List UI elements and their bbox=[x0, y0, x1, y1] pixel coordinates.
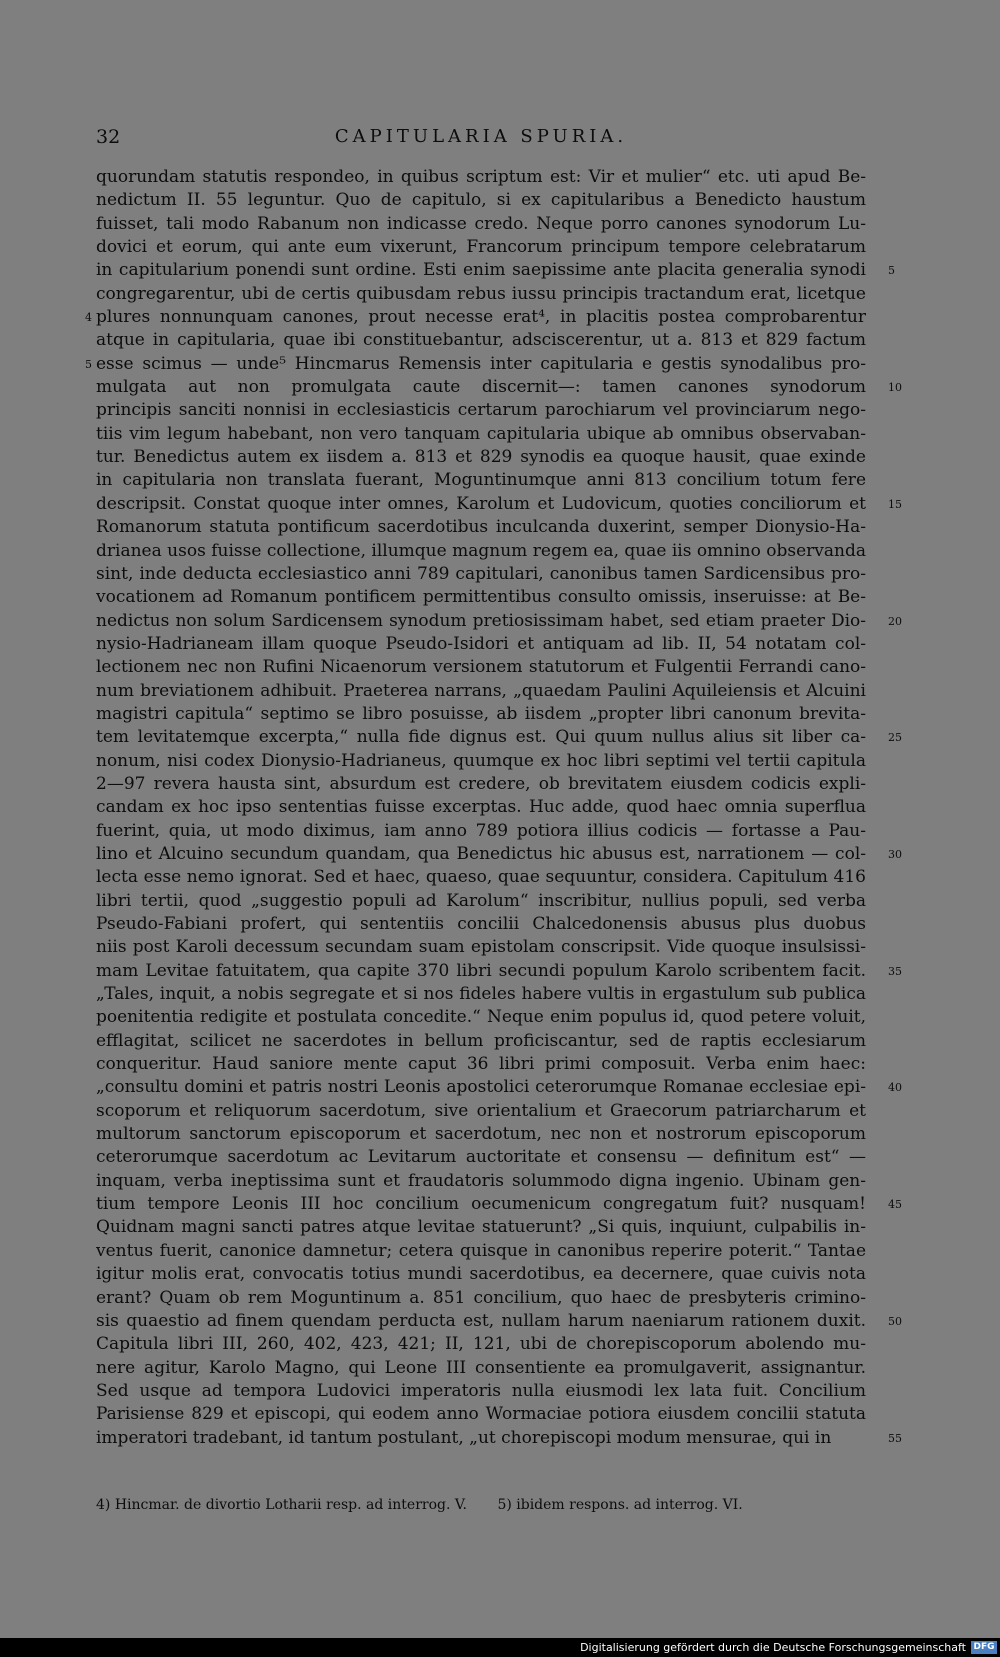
text-line bbox=[96, 866, 886, 889]
text-line bbox=[96, 610, 902, 633]
text-line bbox=[96, 283, 886, 306]
line-text: lectionem nec non Rufini Nicaenorum versionem statutorum et Fulgentii Ferrandi cano- bbox=[96, 657, 866, 678]
text-line bbox=[96, 750, 886, 773]
line-text: esse scimus — unde⁵ Hincmarus Remensis inter capitularia e gestis synodalibus pro- bbox=[96, 353, 866, 374]
text-line bbox=[96, 376, 902, 399]
line-text: libri tertii, quod „suggestio populi ad Karolum“ inscribitur, nullius populi, sed verba bbox=[96, 890, 866, 911]
line-text: quorundam statutis respondeo, in quibus scriptum est: Vir et mulier“ etc. uti apud Be- bbox=[96, 167, 866, 187]
line-number: 10 bbox=[888, 381, 902, 395]
text-line bbox=[96, 890, 886, 913]
line-text: multorum sanctorum episcoporum et sacerdotum, nec non et nostrorum episcoporum bbox=[96, 1124, 866, 1145]
text-line bbox=[96, 423, 886, 446]
text-line bbox=[96, 1053, 886, 1076]
running-title: CAPITULARIA SPURIA. bbox=[334, 126, 628, 147]
line-text: lecta esse nemo ignorat. Sed et haec, quaeso, quae sequuntur, considera. Capitulum 416 bbox=[96, 867, 866, 888]
text-line bbox=[96, 1380, 886, 1403]
footnote-marker: 4 bbox=[85, 311, 92, 325]
text-line bbox=[96, 469, 886, 492]
text-line bbox=[96, 633, 886, 656]
line-text: in capitularium ponendi sunt ordine. Esti enim saepissime ante placita generalia synodi bbox=[96, 260, 866, 281]
text-line bbox=[96, 1100, 886, 1123]
line-text: Sed usque ad tempora Ludovici imperatoris nulla eiusmodi lex lata fuit. Concilium bbox=[96, 1380, 866, 1401]
text-line bbox=[96, 1076, 902, 1099]
line-text: scoporum et reliquorum sacerdotum, sive orientalium et Graecorum patriarcharum et bbox=[96, 1100, 866, 1121]
text-line bbox=[96, 1263, 886, 1286]
line-text: 2—97 revera hausta sint, absurdum est credere, ob brevitatem eiusdem codicis expli- bbox=[96, 773, 866, 794]
line-number: 20 bbox=[888, 614, 902, 628]
text-line bbox=[96, 843, 902, 866]
line-number: 45 bbox=[888, 1198, 902, 1212]
text-line bbox=[96, 189, 886, 212]
line-text: dovici et eorum, qui ante eum vixerunt, Francorum principum tempore celebratarum bbox=[96, 237, 866, 258]
line-number: 40 bbox=[888, 1081, 902, 1095]
line-text: fuerint, quia, ut modo diximus, iam anno 789 potiora illius codicis — fortasse a Pau- bbox=[96, 820, 866, 841]
text-line bbox=[96, 516, 886, 539]
line-text: Parisiense 829 et episcopi, qui eodem anno Wormaciae potiora eiusdem concilii statuta bbox=[96, 1404, 866, 1425]
line-text: candam ex hoc ipso sententias fuisse excerptas. Huc adde, quod haec omnia superflua bbox=[96, 797, 866, 818]
line-text: magistri capitula“ septimo se libro posuisse, ab iisdem „propter libri canonum brevita- bbox=[96, 703, 866, 724]
text-line bbox=[96, 1240, 886, 1263]
text-line bbox=[96, 1427, 902, 1450]
line-text: vocationem ad Romanum pontificem permittentibus consulto omissis, inseruisse: at Be- bbox=[96, 587, 866, 608]
text-line bbox=[96, 1403, 886, 1426]
line-text: Romanorum statuta pontificum sacerdotibus inculcanda duxerint, semper Dionysio-Ha- bbox=[96, 517, 866, 538]
line-text: nysio-Hadrianeam illam quoque Pseudo-Isidori et antiquam ad lib. II, 54 notatam col- bbox=[96, 633, 866, 654]
line-text: Quidnam magni sancti patres atque levitae statuerunt? „Si quis, inquiunt, culpabilis in- bbox=[96, 1217, 866, 1238]
line-number: 25 bbox=[888, 731, 902, 745]
line-text: „Tales, inquit, a nobis segregate et si nos fideles habere vultis in ergastulum sub publica bbox=[96, 984, 866, 1005]
line-text: nedictum II. 55 leguntur. Quo de capitulo, si ex capitularibus a Benedicto haustum bbox=[96, 190, 866, 211]
line-text: tium tempore Leonis III hoc concilium oecumenicum congregatum fuit? nusquam! bbox=[96, 1194, 866, 1215]
footnote-4: 4) Hincmar. de divortio Lotharii resp. ad interrog. V. bbox=[96, 1497, 467, 1513]
text-line bbox=[96, 399, 886, 422]
line-text: tur. Benedictus autem ex iisdem a. 813 et 829 synodis ea quoque hausit, quae exinde bbox=[96, 447, 866, 468]
line-text: fuisset, tali modo Rabanum non indicasse credo. Neque porro canones synodorum Lu- bbox=[96, 213, 866, 234]
line-text: efflagitat, scilicet ne sacerdotes in bellum proficiscantur, sed de raptis ecclesiarum bbox=[96, 1030, 866, 1051]
line-text: nonum, nisi codex Dionysio-Hadrianeus, quumque ex hoc libri septimi vel tertii capitula bbox=[96, 750, 866, 771]
text-line bbox=[96, 913, 886, 936]
line-text: imperatori tradebant, id tantum postulant, „ut chorepiscopi modum mensurae, qui in bbox=[96, 1427, 832, 1448]
text-line bbox=[96, 726, 902, 749]
line-text: sis quaestio ad finem quendam perducta est, nullam harum naeniarum rationem duxit. bbox=[96, 1310, 866, 1331]
line-text: ceterorumque sacerdotum ac Levitarum auctoritate et consensu — definitum est“ — bbox=[96, 1147, 866, 1168]
line-text: Capitula libri III, 260, 402, 423, 421; II, 121, ubi de chorepiscoporum abolendo mu- bbox=[96, 1334, 866, 1355]
text-line bbox=[96, 1193, 902, 1216]
text-line bbox=[96, 820, 886, 843]
line-text: mulgata aut non promulgata caute discernit—: tamen canones synodorum bbox=[96, 377, 866, 398]
line-text: tiis vim legum habebant, non vero tanquam capitularia ubique ab omnibus observaban- bbox=[96, 423, 866, 444]
text-line bbox=[96, 329, 886, 352]
text-line bbox=[96, 1030, 886, 1053]
line-text: niis post Karoli decessum secundam suam epistolam conscripsit. Vide quoque insulsissi- bbox=[96, 937, 866, 958]
line-text: descripsit. Constat quoque inter omnes, Karolum et Ludovicum, quoties conciliorum et bbox=[96, 493, 866, 514]
text-line bbox=[96, 703, 886, 726]
line-number: 55 bbox=[888, 1431, 902, 1445]
text-line bbox=[96, 773, 886, 796]
text-line bbox=[96, 656, 886, 679]
line-text: nere agitur, Karolo Magno, qui Leone III consentiente ea promulgaverit, assignantur. bbox=[96, 1357, 866, 1378]
line-text: sint, inde deducta ecclesiastico anni 789 capitulari, canonibus tamen Sardicensibus pro- bbox=[96, 563, 866, 584]
line-text: conqueritur. Haud saniore mente caput 36 libri primi composuit. Verba enim haec: bbox=[96, 1054, 866, 1075]
dfg-logo: DFG bbox=[971, 1641, 997, 1654]
text-line bbox=[96, 1146, 886, 1169]
text-line bbox=[96, 586, 886, 609]
line-text: nedictus non solum Sardicensem synodum pretiosissimam habet, sed etiam praeter Dio- bbox=[96, 610, 866, 631]
text-line bbox=[96, 493, 902, 516]
line-number: 15 bbox=[888, 497, 902, 511]
line-text: igitur molis erat, convocatis totius mundi sacerdotibus, ea decernere, quae cuivis nota bbox=[96, 1264, 866, 1285]
text-line bbox=[96, 1170, 886, 1193]
text-line bbox=[96, 960, 902, 983]
line-text: „consultu domini et patris nostri Leonis apostolici ceterorumque Romanae ecclesiae epi- bbox=[96, 1077, 866, 1098]
text-line bbox=[85, 353, 886, 376]
text-line bbox=[96, 796, 886, 819]
text-line bbox=[96, 1006, 886, 1029]
text-line bbox=[96, 1333, 886, 1356]
line-text: plures nonnunquam canones, prout necesse erat⁴, in placitis postea comprobarentur bbox=[96, 307, 866, 328]
line-number: 35 bbox=[888, 964, 902, 978]
line-text: poenitentia redigite et postulata concedite.“ Neque enim populus id, quod petere voluit, bbox=[96, 1007, 866, 1028]
line-text: erant? Quam ob rem Moguntinum a. 851 concilium, quo haec de presbyteris crimino- bbox=[96, 1287, 866, 1308]
text-line bbox=[96, 446, 886, 469]
body-text bbox=[85, 166, 902, 1450]
credit-bar bbox=[0, 1638, 1000, 1657]
credit-text: Digitalisierung gefördert durch die Deutsche Forschungsgemeinschaft bbox=[580, 1641, 966, 1654]
footnote-marker: 5 bbox=[85, 357, 92, 371]
line-number: 30 bbox=[888, 847, 902, 861]
text-line bbox=[96, 1216, 886, 1239]
line-text: mam Levitae fatuitatem, qua capite 370 libri secundi populum Karolo scribentem facit. bbox=[96, 960, 866, 981]
line-text: principis sanciti nonnisi in ecclesiasticis certarum parochiarum vel provinciarum nego- bbox=[96, 400, 866, 421]
text-line bbox=[96, 1357, 886, 1380]
line-text: drianea usos fuisse collectione, illumque magnum regem ea, quae iis omnino observanda bbox=[96, 540, 866, 561]
footnotes bbox=[96, 1497, 866, 1513]
text-line bbox=[85, 306, 886, 329]
line-text: Pseudo-Fabiani profert, qui sententiis concilii Chalcedonensis abusus plus duobus bbox=[96, 914, 866, 934]
line-text: in capitularia non translata fuerant, Moguntinumque anni 813 concilium totum fere bbox=[96, 470, 866, 491]
footnote-5: 5) ibidem respons. ad interrog. VI. bbox=[497, 1497, 743, 1513]
line-text: tem levitatemque excerpta,“ nulla fide dignus est. Qui quum nullus alius sit liber ca- bbox=[96, 727, 866, 748]
text-line bbox=[96, 1310, 902, 1333]
page-number: 32 bbox=[96, 126, 121, 148]
text-line bbox=[96, 983, 886, 1006]
text-line bbox=[96, 166, 886, 189]
line-text: lino et Alcuino secundum quandam, qua Benedictus hic abusus est, narrationem — col- bbox=[96, 843, 866, 864]
line-text: ventus fuerit, canonice damnetur; cetera quisque in canonibus reperire poterit.“ Tantae bbox=[96, 1240, 866, 1261]
text-line bbox=[96, 936, 886, 959]
line-text: congregarentur, ubi de certis quibusdam rebus iussu principis tractandum erat, licetque bbox=[96, 283, 866, 304]
text-line bbox=[96, 680, 886, 703]
text-line bbox=[96, 540, 886, 563]
line-text: atque in capitularia, quae ibi constituebantur, adsciscerentur, ut a. 813 et 829 factum bbox=[96, 330, 866, 351]
line-number: 50 bbox=[888, 1314, 902, 1328]
text-line bbox=[96, 563, 886, 586]
text-line bbox=[96, 1123, 886, 1146]
text-line bbox=[96, 1287, 886, 1310]
line-text: inquam, verba ineptissima sunt et fraudatoris solummodo digna ingenio. Ubinam gen- bbox=[96, 1170, 866, 1191]
line-text: num breviationem adhibuit. Praeterea narrans, „quaedam Paulini Aquileiensis et Alcuini bbox=[96, 680, 866, 701]
text-line bbox=[96, 213, 886, 236]
page-header bbox=[96, 126, 866, 154]
text-line bbox=[96, 259, 895, 282]
line-number: 5 bbox=[888, 264, 895, 278]
text-line bbox=[96, 236, 886, 259]
